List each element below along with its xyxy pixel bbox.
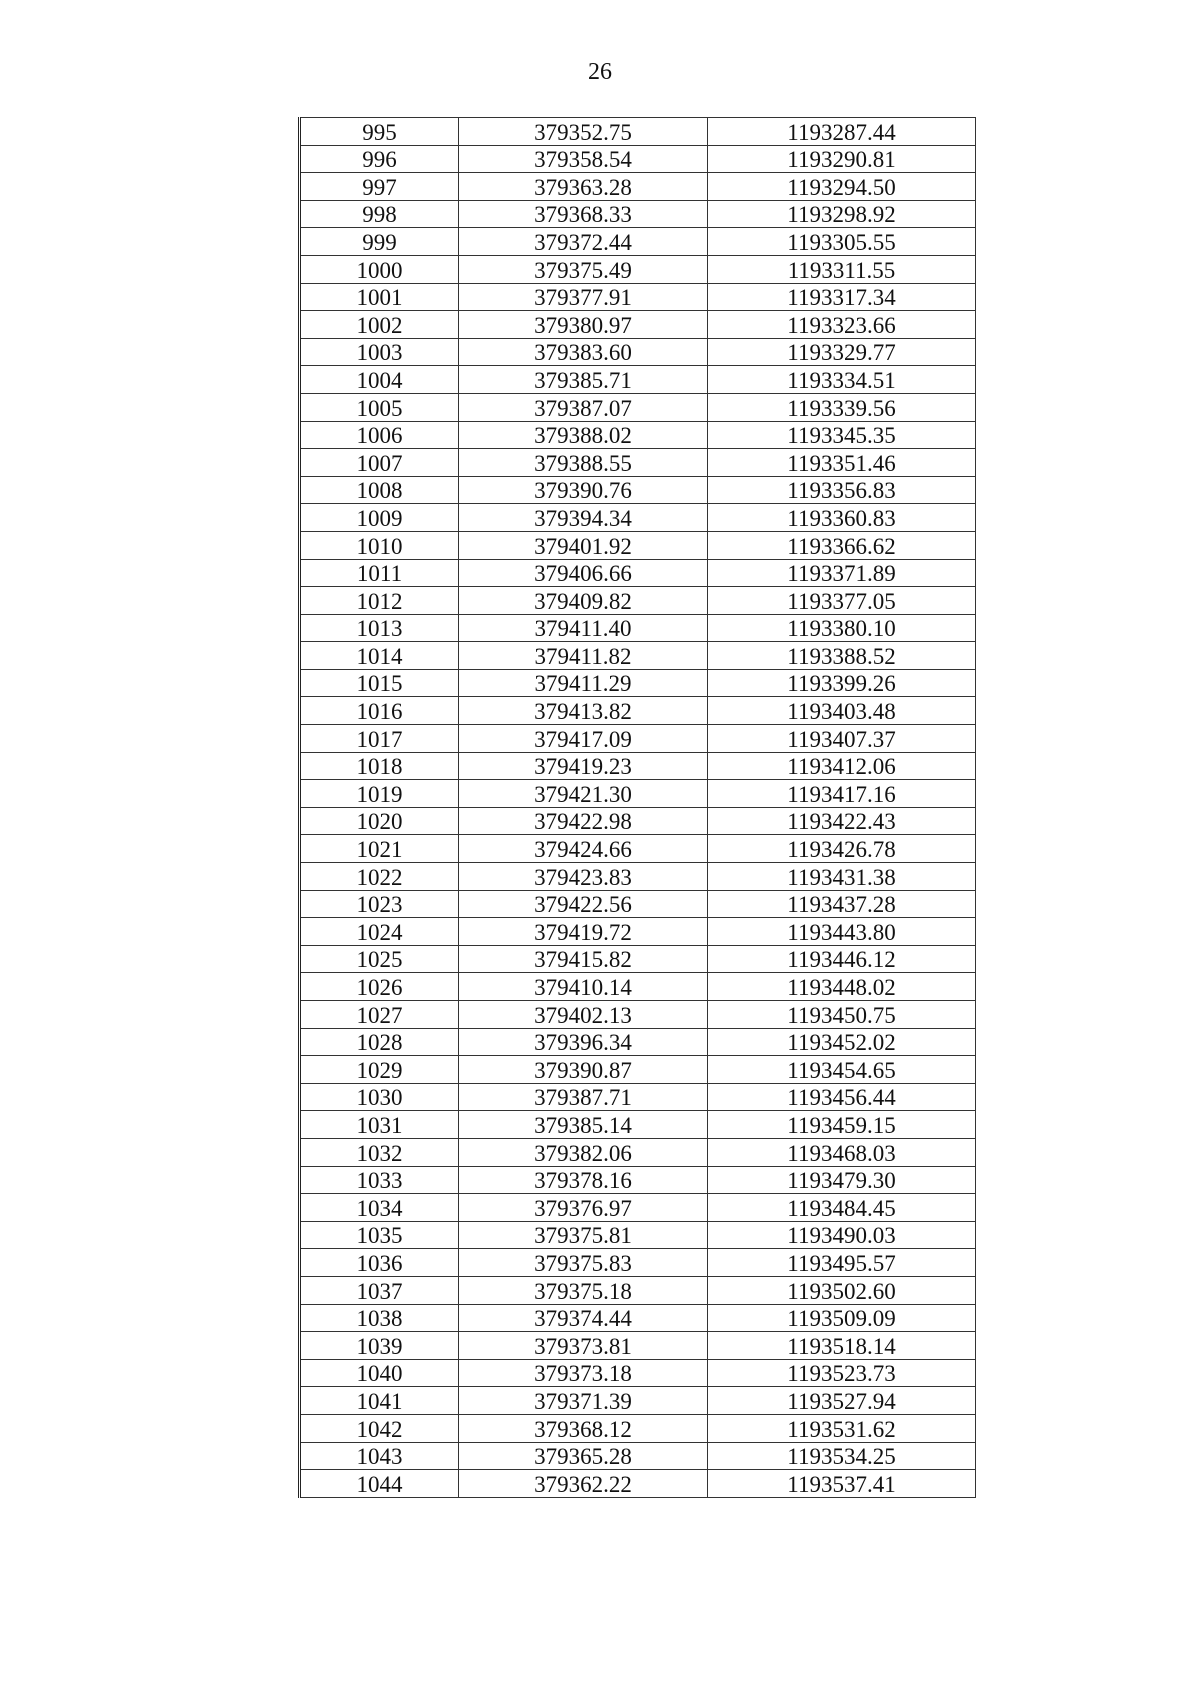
x-coordinate-cell: 379374.44 — [459, 1304, 708, 1332]
point-number-cell: 1013 — [300, 614, 459, 642]
x-coordinate-cell: 379401.92 — [459, 531, 708, 559]
y-coordinate-cell: 1193443.80 — [708, 918, 976, 946]
x-coordinate-cell: 379368.33 — [459, 200, 708, 228]
point-number-cell: 1016 — [300, 697, 459, 725]
x-coordinate-cell: 379372.44 — [459, 228, 708, 256]
y-coordinate-cell: 1193305.55 — [708, 228, 976, 256]
coordinates-table-body — [300, 118, 976, 1498]
x-coordinate-cell: 379422.98 — [459, 807, 708, 835]
point-number-cell: 1015 — [300, 669, 459, 697]
x-coordinate-cell: 379380.97 — [459, 311, 708, 339]
table-row — [300, 1332, 976, 1360]
y-coordinate-cell: 1193422.43 — [708, 807, 976, 835]
y-coordinate-cell: 1193399.26 — [708, 669, 976, 697]
x-coordinate-cell: 379390.76 — [459, 476, 708, 504]
table-row — [300, 393, 976, 421]
point-number-cell: 1004 — [300, 366, 459, 394]
point-number-cell: 1007 — [300, 449, 459, 477]
y-coordinate-cell: 1193490.03 — [708, 1221, 976, 1249]
y-coordinate-cell: 1193527.94 — [708, 1387, 976, 1415]
table-row — [300, 669, 976, 697]
point-number-cell: 1022 — [300, 863, 459, 891]
point-number-cell: 1023 — [300, 890, 459, 918]
point-number-cell: 1019 — [300, 780, 459, 808]
x-coordinate-cell: 379415.82 — [459, 945, 708, 973]
point-number-cell: 1038 — [300, 1304, 459, 1332]
table-row — [300, 283, 976, 311]
table-row — [300, 945, 976, 973]
x-coordinate-cell: 379378.16 — [459, 1166, 708, 1194]
x-coordinate-cell: 379358.54 — [459, 145, 708, 173]
table-row — [300, 918, 976, 946]
x-coordinate-cell: 379352.75 — [459, 118, 708, 146]
table-row — [300, 504, 976, 532]
x-coordinate-cell: 379390.87 — [459, 1056, 708, 1084]
x-coordinate-cell: 379396.34 — [459, 1028, 708, 1056]
x-coordinate-cell: 379362.22 — [459, 1470, 708, 1498]
y-coordinate-cell: 1193329.77 — [708, 338, 976, 366]
table-row — [300, 1442, 976, 1470]
x-coordinate-cell: 379371.39 — [459, 1387, 708, 1415]
point-number-cell: 1031 — [300, 1111, 459, 1139]
table-row — [300, 255, 976, 283]
y-coordinate-cell: 1193339.56 — [708, 393, 976, 421]
point-number-cell: 1009 — [300, 504, 459, 532]
point-number-cell: 1039 — [300, 1332, 459, 1360]
y-coordinate-cell: 1193371.89 — [708, 559, 976, 587]
point-number-cell: 1028 — [300, 1028, 459, 1056]
y-coordinate-cell: 1193351.46 — [708, 449, 976, 477]
table-row — [300, 200, 976, 228]
y-coordinate-cell: 1193290.81 — [708, 145, 976, 173]
table-row — [300, 835, 976, 863]
point-number-cell: 1002 — [300, 311, 459, 339]
table-row — [300, 1359, 976, 1387]
point-number-cell: 1034 — [300, 1194, 459, 1222]
point-number-cell: 1008 — [300, 476, 459, 504]
x-coordinate-cell: 379419.72 — [459, 918, 708, 946]
y-coordinate-cell: 1193360.83 — [708, 504, 976, 532]
table-row — [300, 1083, 976, 1111]
table-row — [300, 1221, 976, 1249]
x-coordinate-cell: 379376.97 — [459, 1194, 708, 1222]
table-row — [300, 1138, 976, 1166]
table-row — [300, 863, 976, 891]
y-coordinate-cell: 1193452.02 — [708, 1028, 976, 1056]
y-coordinate-cell: 1193377.05 — [708, 587, 976, 615]
y-coordinate-cell: 1193468.03 — [708, 1138, 976, 1166]
y-coordinate-cell: 1193294.50 — [708, 173, 976, 201]
point-number-cell: 1014 — [300, 642, 459, 670]
y-coordinate-cell: 1193448.02 — [708, 973, 976, 1001]
x-coordinate-cell: 379422.56 — [459, 890, 708, 918]
table-row — [300, 780, 976, 808]
table-row — [300, 228, 976, 256]
table-row — [300, 614, 976, 642]
y-coordinate-cell: 1193450.75 — [708, 1001, 976, 1029]
table-row — [300, 1470, 976, 1498]
point-number-cell: 996 — [300, 145, 459, 173]
point-number-cell: 1024 — [300, 918, 459, 946]
y-coordinate-cell: 1193518.14 — [708, 1332, 976, 1360]
table-row — [300, 1001, 976, 1029]
x-coordinate-cell: 379373.81 — [459, 1332, 708, 1360]
y-coordinate-cell: 1193403.48 — [708, 697, 976, 725]
point-number-cell: 1017 — [300, 725, 459, 753]
y-coordinate-cell: 1193523.73 — [708, 1359, 976, 1387]
point-number-cell: 1032 — [300, 1138, 459, 1166]
coordinates-table — [298, 117, 976, 1498]
point-number-cell: 1018 — [300, 752, 459, 780]
y-coordinate-cell: 1193317.34 — [708, 283, 976, 311]
x-coordinate-cell: 379373.18 — [459, 1359, 708, 1387]
table-row — [300, 587, 976, 615]
x-coordinate-cell: 379423.83 — [459, 863, 708, 891]
table-row — [300, 890, 976, 918]
point-number-cell: 1044 — [300, 1470, 459, 1498]
x-coordinate-cell: 379388.55 — [459, 449, 708, 477]
table-row — [300, 725, 976, 753]
y-coordinate-cell: 1193426.78 — [708, 835, 976, 863]
y-coordinate-cell: 1193531.62 — [708, 1414, 976, 1442]
y-coordinate-cell: 1193534.25 — [708, 1442, 976, 1470]
table-row — [300, 366, 976, 394]
x-coordinate-cell: 379409.82 — [459, 587, 708, 615]
y-coordinate-cell: 1193388.52 — [708, 642, 976, 670]
y-coordinate-cell: 1193495.57 — [708, 1249, 976, 1277]
y-coordinate-cell: 1193412.06 — [708, 752, 976, 780]
x-coordinate-cell: 379424.66 — [459, 835, 708, 863]
y-coordinate-cell: 1193311.55 — [708, 255, 976, 283]
table-row — [300, 642, 976, 670]
table-row — [300, 697, 976, 725]
x-coordinate-cell: 379421.30 — [459, 780, 708, 808]
x-coordinate-cell: 379375.18 — [459, 1276, 708, 1304]
point-number-cell: 1021 — [300, 835, 459, 863]
table-row — [300, 1194, 976, 1222]
y-coordinate-cell: 1193437.28 — [708, 890, 976, 918]
point-number-cell: 998 — [300, 200, 459, 228]
table-row — [300, 752, 976, 780]
y-coordinate-cell: 1193366.62 — [708, 531, 976, 559]
x-coordinate-cell: 379368.12 — [459, 1414, 708, 1442]
point-number-cell: 1043 — [300, 1442, 459, 1470]
x-coordinate-cell: 379387.71 — [459, 1083, 708, 1111]
x-coordinate-cell: 379402.13 — [459, 1001, 708, 1029]
point-number-cell: 1041 — [300, 1387, 459, 1415]
point-number-cell: 1040 — [300, 1359, 459, 1387]
x-coordinate-cell: 379365.28 — [459, 1442, 708, 1470]
table-row — [300, 476, 976, 504]
table-row — [300, 1056, 976, 1084]
x-coordinate-cell: 379375.81 — [459, 1221, 708, 1249]
table-row — [300, 1304, 976, 1332]
x-coordinate-cell: 379411.40 — [459, 614, 708, 642]
point-number-cell: 1020 — [300, 807, 459, 835]
x-coordinate-cell: 379406.66 — [459, 559, 708, 587]
x-coordinate-cell: 379385.71 — [459, 366, 708, 394]
point-number-cell: 1042 — [300, 1414, 459, 1442]
table-row — [300, 1387, 976, 1415]
y-coordinate-cell: 1193454.65 — [708, 1056, 976, 1084]
y-coordinate-cell: 1193484.45 — [708, 1194, 976, 1222]
table-row — [300, 1414, 976, 1442]
point-number-cell: 997 — [300, 173, 459, 201]
y-coordinate-cell: 1193298.92 — [708, 200, 976, 228]
table-row — [300, 531, 976, 559]
table-row — [300, 118, 976, 146]
y-coordinate-cell: 1193356.83 — [708, 476, 976, 504]
x-coordinate-cell: 379394.34 — [459, 504, 708, 532]
table-row — [300, 973, 976, 1001]
table-row — [300, 807, 976, 835]
x-coordinate-cell: 379388.02 — [459, 421, 708, 449]
table-row — [300, 338, 976, 366]
x-coordinate-cell: 379377.91 — [459, 283, 708, 311]
y-coordinate-cell: 1193287.44 — [708, 118, 976, 146]
point-number-cell: 999 — [300, 228, 459, 256]
y-coordinate-cell: 1193502.60 — [708, 1276, 976, 1304]
x-coordinate-cell: 379410.14 — [459, 973, 708, 1001]
y-coordinate-cell: 1193380.10 — [708, 614, 976, 642]
y-coordinate-cell: 1193446.12 — [708, 945, 976, 973]
point-number-cell: 1029 — [300, 1056, 459, 1084]
x-coordinate-cell: 379385.14 — [459, 1111, 708, 1139]
point-number-cell: 1000 — [300, 255, 459, 283]
table-row — [300, 1111, 976, 1139]
y-coordinate-cell: 1193431.38 — [708, 863, 976, 891]
x-coordinate-cell: 379363.28 — [459, 173, 708, 201]
table-row — [300, 173, 976, 201]
y-coordinate-cell: 1193537.41 — [708, 1470, 976, 1498]
y-coordinate-cell: 1193323.66 — [708, 311, 976, 339]
page-number: 26 — [588, 59, 612, 85]
x-coordinate-cell: 379411.82 — [459, 642, 708, 670]
y-coordinate-cell: 1193407.37 — [708, 725, 976, 753]
y-coordinate-cell: 1193479.30 — [708, 1166, 976, 1194]
point-number-cell: 1035 — [300, 1221, 459, 1249]
point-number-cell: 1012 — [300, 587, 459, 615]
x-coordinate-cell: 379419.23 — [459, 752, 708, 780]
point-number-cell: 1010 — [300, 531, 459, 559]
table-row — [300, 1166, 976, 1194]
x-coordinate-cell: 379411.29 — [459, 669, 708, 697]
point-number-cell: 1037 — [300, 1276, 459, 1304]
point-number-cell: 1026 — [300, 973, 459, 1001]
table-row — [300, 1249, 976, 1277]
point-number-cell: 1006 — [300, 421, 459, 449]
x-coordinate-cell: 379382.06 — [459, 1138, 708, 1166]
x-coordinate-cell: 379375.49 — [459, 255, 708, 283]
table-row — [300, 145, 976, 173]
point-number-cell: 1033 — [300, 1166, 459, 1194]
point-number-cell: 1003 — [300, 338, 459, 366]
table-row — [300, 1276, 976, 1304]
x-coordinate-cell: 379417.09 — [459, 725, 708, 753]
point-number-cell: 995 — [300, 118, 459, 146]
table-row — [300, 559, 976, 587]
point-number-cell: 1030 — [300, 1083, 459, 1111]
y-coordinate-cell: 1193417.16 — [708, 780, 976, 808]
point-number-cell: 1025 — [300, 945, 459, 973]
point-number-cell: 1001 — [300, 283, 459, 311]
x-coordinate-cell: 379383.60 — [459, 338, 708, 366]
table-row — [300, 311, 976, 339]
y-coordinate-cell: 1193334.51 — [708, 366, 976, 394]
point-number-cell: 1011 — [300, 559, 459, 587]
y-coordinate-cell: 1193456.44 — [708, 1083, 976, 1111]
y-coordinate-cell: 1193459.15 — [708, 1111, 976, 1139]
x-coordinate-cell: 379387.07 — [459, 393, 708, 421]
table-row — [300, 421, 976, 449]
y-coordinate-cell: 1193509.09 — [708, 1304, 976, 1332]
y-coordinate-cell: 1193345.35 — [708, 421, 976, 449]
point-number-cell: 1027 — [300, 1001, 459, 1029]
point-number-cell: 1036 — [300, 1249, 459, 1277]
table-row — [300, 449, 976, 477]
point-number-cell: 1005 — [300, 393, 459, 421]
x-coordinate-cell: 379413.82 — [459, 697, 708, 725]
x-coordinate-cell: 379375.83 — [459, 1249, 708, 1277]
table-row — [300, 1028, 976, 1056]
